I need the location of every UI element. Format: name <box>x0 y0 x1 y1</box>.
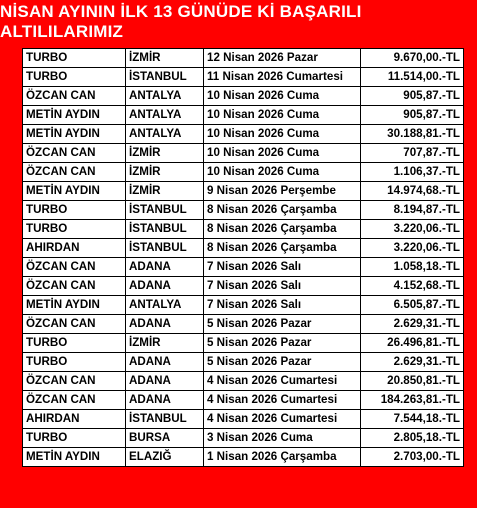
date-cell: 5 Nisan 2026 Pazar <box>204 353 361 372</box>
city-cell: ADANA <box>126 353 204 372</box>
date-cell: 7 Nisan 2026 Salı <box>204 258 361 277</box>
table-row <box>23 220 464 239</box>
date-cell: 5 Nisan 2026 Pazar <box>204 315 361 334</box>
winner-name-cell: ÖZCAN CAN <box>23 87 126 106</box>
table-row <box>23 201 464 220</box>
city-cell: İSTANBUL <box>126 201 204 220</box>
city-cell: İSTANBUL <box>126 68 204 87</box>
winner-name-cell: TURBO <box>23 201 126 220</box>
amount-cell: 1.106,37.-TL <box>361 163 464 182</box>
winner-name-cell: AHIRDAN <box>23 239 126 258</box>
city-cell: ELAZIĞ <box>126 448 204 467</box>
table-row <box>23 429 464 448</box>
date-cell: 4 Nisan 2026 Cumartesi <box>204 372 361 391</box>
date-cell: 8 Nisan 2026 Çarşamba <box>204 201 361 220</box>
date-cell: 7 Nisan 2026 Salı <box>204 277 361 296</box>
amount-cell: 184.263,81.-TL <box>361 391 464 410</box>
poster-title: NİSAN AYININ İLK 13 GÜNÜDE Kİ BAŞARILI ALTILILARIMIZ <box>0 2 362 41</box>
table-row <box>23 163 464 182</box>
city-cell: BURSA <box>126 429 204 448</box>
winner-name-cell: TURBO <box>23 429 126 448</box>
table-row <box>23 448 464 467</box>
winner-name-cell: TURBO <box>23 68 126 87</box>
date-cell: 10 Nisan 2026 Cuma <box>204 144 361 163</box>
city-cell: İZMİR <box>126 163 204 182</box>
amount-cell: 707,87.-TL <box>361 144 464 163</box>
city-cell: ANTALYA <box>126 87 204 106</box>
amount-cell: 14.974,68.-TL <box>361 182 464 201</box>
date-cell: 10 Nisan 2026 Cuma <box>204 163 361 182</box>
winner-name-cell: AHIRDAN <box>23 410 126 429</box>
city-cell: ANTALYA <box>126 106 204 125</box>
winners-table <box>22 48 464 467</box>
city-cell: ADANA <box>126 315 204 334</box>
date-cell: 10 Nisan 2026 Cuma <box>204 125 361 144</box>
date-cell: 4 Nisan 2026 Cumartesi <box>204 410 361 429</box>
table-row <box>23 106 464 125</box>
city-cell: İZMİR <box>126 182 204 201</box>
date-cell: 8 Nisan 2026 Çarşamba <box>204 220 361 239</box>
table-row <box>23 334 464 353</box>
date-cell: 11 Nisan 2026 Cumartesi <box>204 68 361 87</box>
amount-cell: 1.058,18.-TL <box>361 258 464 277</box>
table-row <box>23 277 464 296</box>
table-row <box>23 182 464 201</box>
winner-name-cell: ÖZCAN CAN <box>23 144 126 163</box>
table-row <box>23 315 464 334</box>
city-cell: İSTANBUL <box>126 239 204 258</box>
date-cell: 8 Nisan 2026 Çarşamba <box>204 239 361 258</box>
amount-cell: 9.670,00.-TL <box>361 49 464 68</box>
winner-name-cell: METİN AYDIN <box>23 106 126 125</box>
table-row <box>23 296 464 315</box>
city-cell: İZMİR <box>126 49 204 68</box>
winner-name-cell: TURBO <box>23 220 126 239</box>
amount-cell: 4.152,68.-TL <box>361 277 464 296</box>
winner-name-cell: ÖZCAN CAN <box>23 277 126 296</box>
amount-cell: 3.220,06.-TL <box>361 239 464 258</box>
winner-name-cell: ÖZCAN CAN <box>23 258 126 277</box>
amount-cell: 30.188,81.-TL <box>361 125 464 144</box>
date-cell: 5 Nisan 2026 Pazar <box>204 334 361 353</box>
winner-name-cell: TURBO <box>23 334 126 353</box>
table-row <box>23 125 464 144</box>
table-row <box>23 372 464 391</box>
city-cell: İZMİR <box>126 334 204 353</box>
date-cell: 10 Nisan 2026 Cuma <box>204 106 361 125</box>
amount-cell: 11.514,00.-TL <box>361 68 464 87</box>
date-cell: 9 Nisan 2026 Perşembe <box>204 182 361 201</box>
table-row <box>23 87 464 106</box>
city-cell: ADANA <box>126 258 204 277</box>
table-row <box>23 49 464 68</box>
table-row <box>23 391 464 410</box>
amount-cell: 905,87.-TL <box>361 106 464 125</box>
amount-cell: 905,87.-TL <box>361 87 464 106</box>
winner-name-cell: ÖZCAN CAN <box>23 163 126 182</box>
date-cell: 7 Nisan 2026 Salı <box>204 296 361 315</box>
winner-name-cell: TURBO <box>23 353 126 372</box>
date-cell: 12 Nisan 2026 Pazar <box>204 49 361 68</box>
amount-cell: 2.703,00.-TL <box>361 448 464 467</box>
city-cell: İZMİR <box>126 144 204 163</box>
winner-name-cell: METİN AYDIN <box>23 448 126 467</box>
amount-cell: 20.850,81.-TL <box>361 372 464 391</box>
city-cell: İSTANBUL <box>126 220 204 239</box>
table-row <box>23 258 464 277</box>
winner-name-cell: METİN AYDIN <box>23 125 126 144</box>
city-cell: İSTANBUL <box>126 410 204 429</box>
winner-name-cell: ÖZCAN CAN <box>23 391 126 410</box>
date-cell: 10 Nisan 2026 Cuma <box>204 87 361 106</box>
amount-cell: 7.544,18.-TL <box>361 410 464 429</box>
city-cell: ADANA <box>126 372 204 391</box>
table-row <box>23 353 464 372</box>
winner-name-cell: ÖZCAN CAN <box>23 372 126 391</box>
amount-cell: 26.496,81.-TL <box>361 334 464 353</box>
winner-name-cell: ÖZCAN CAN <box>23 315 126 334</box>
city-cell: ANTALYA <box>126 125 204 144</box>
amount-cell: 8.194,87.-TL <box>361 201 464 220</box>
winners-table-body <box>23 49 464 467</box>
winner-name-cell: METİN AYDIN <box>23 182 126 201</box>
amount-cell: 2.629,31.-TL <box>361 315 464 334</box>
amount-cell: 6.505,87.-TL <box>361 296 464 315</box>
amount-cell: 2.629,31.-TL <box>361 353 464 372</box>
amount-cell: 3.220,06.-TL <box>361 220 464 239</box>
date-cell: 3 Nisan 2026 Cuma <box>204 429 361 448</box>
amount-cell: 2.805,18.-TL <box>361 429 464 448</box>
city-cell: ANTALYA <box>126 296 204 315</box>
table-row <box>23 410 464 429</box>
table-row <box>23 68 464 87</box>
table-row <box>23 144 464 163</box>
city-cell: ADANA <box>126 277 204 296</box>
winner-name-cell: METİN AYDIN <box>23 296 126 315</box>
date-cell: 4 Nisan 2026 Cumartesi <box>204 391 361 410</box>
date-cell: 1 Nisan 2026 Çarşamba <box>204 448 361 467</box>
table-row <box>23 239 464 258</box>
winner-name-cell: TURBO <box>23 49 126 68</box>
city-cell: ADANA <box>126 391 204 410</box>
